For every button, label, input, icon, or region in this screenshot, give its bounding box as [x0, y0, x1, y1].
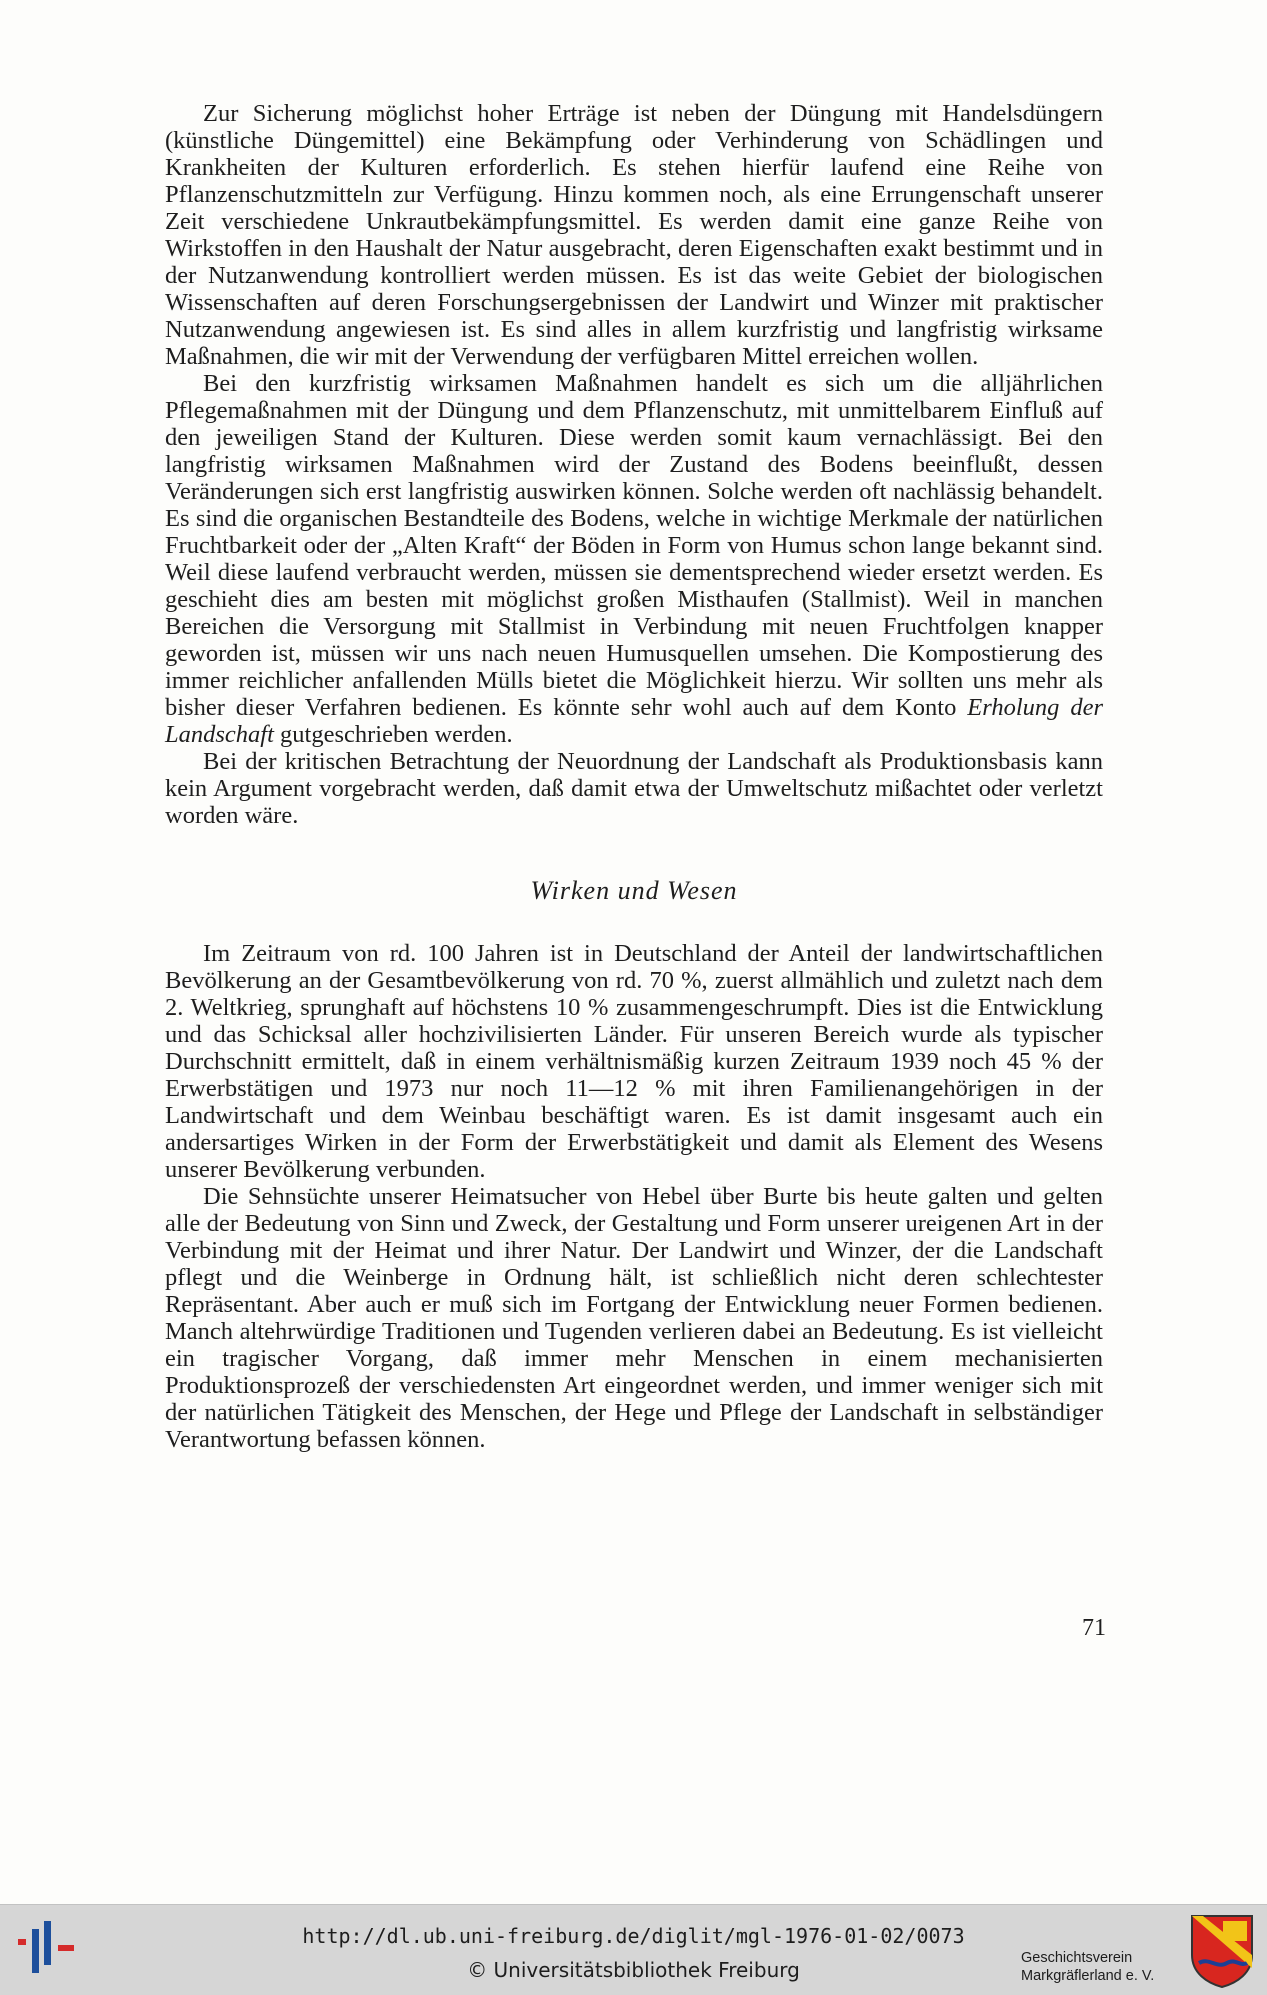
- permalink-url[interactable]: http://dl.ub.uni-freiburg.de/diglit/mgl-1976-01-02/0073: [302, 1924, 965, 1948]
- italic-phrase: Erholung der Landschaft: [165, 694, 1103, 748]
- coat-of-arms-icon: [1189, 1913, 1255, 1989]
- society-line: Geschichtsverein: [1021, 1950, 1133, 1966]
- section-heading: Wirken und Wesen: [530, 876, 738, 905]
- paragraph: Im Zeitraum von rd. 100 Jahren ist in Deutschland der Anteil der landwirtschaftlichen Bevölkerung an der Gesamtbevölkerung von rd. 70 %, zuerst allmählich und zuletzt nach dem 2. Weltkrieg, sprunghaft auf höchstens 10 % zusammengeschrumpft. Dies ist die Entwicklung und das Schicksal aller hochzivilisierten Länder. Für unseren Bereich wurde als typischer Durchschnitt ermittelt, daß in einem verhältnismäßig kurzen Zeitraum 1939 noch 45 % der Erwerbstätigen und 1973 nur noch 11—12 % mit ihren Familienangehörigen in der Landwirtschaft und dem Weinbau beschäftigt waren. Es ist damit insgesamt auch ein andersartiges Wirken in der Form der Erwerbstätigkeit und damit als Element des Wesens unserer Bevölkerung verbunden.: [165, 940, 1103, 1183]
- paragraph: Die Sehnsüchte unserer Heimatsucher von Hebel über Burte bis heute galten und gelten alle der Bedeutung von Sinn und Zweck, der Gestaltung und Form unserer ureigenen Art in der Verbindung mit der Heimat und ihrer Natur. Der Landwirt und Winzer, der die Landschaft pflegt und die Weinberge in Ordnung hält, ist schließlich nicht deren schlechtester Repräsentant. Aber auch er muß sich im Fortgang der Entwicklung neuer Formen bedienen. Manch altehrwürdige Traditionen und Tugenden verlieren dabei an Bedeutung. Es ist vielleicht ein tragischer Vorgang, daß immer mehr Menschen in einem mechanisierten Produktionsprozeß der verschiedensten Art eingeordnet werden, und immer weniger sich mit der natürlichen Tätigkeit des Menschen, der Hege und Pflege der Landschaft in selbständiger Verantwortung befassen können.: [165, 1183, 1103, 1453]
- viewer-footer: [0, 1904, 1267, 1995]
- paragraph: Zur Sicherung möglichst hoher Erträge ist neben der Düngung mit Handelsdüngern (künstliche Düngemittel) eine Bekämpfung oder Verhinderung von Schädlingen und Krankheiten der Kulturen erforderlich. Es stehen hierfür laufend eine Reihe von Pflanzenschutzmitteln zur Verfügung. Hinzu kommen noch, als eine Errungenschaft unserer Zeit verschiedene Unkrautbekämpfungsmittel. Es werden damit eine ganze Reihe von Wirkstoffen in den Haushalt der Natur ausgebracht, deren Eigenschaften exakt bestimmt und in der Nutzanwendung kontrolliert werden müssen. Es ist das weite Gebiet der biologischen Wissenschaften auf deren Forschungsergebnissen der Landwirt und Winzer mit praktischer Nutzanwendung angewiesen ist. Es sind alles in allem kurzfristig und langfristig wirksame Maßnahmen, die wir mit der Verwendung der verfügbaren Mittel erreichen wollen.: [165, 100, 1103, 370]
- paragraph-text: Bei den kurzfristig wirksamen Maßnahmen handelt es sich um die alljährlichen Pflegemaßnahmen mit der Düngung und dem Pflanzenschutz, mit unmittelbarem Einfluß auf den jeweiligen Stand der Kulturen. Diese werden somit kaum vernachlässigt. Bei den langfristig wirksamen Maßnahmen wird der Zustand des Bodens beeinflußt, dessen Veränderungen sich erst langfristig auswirken können. Solche werden oft nachlässig behandelt. Es sind die organischen Bestandteile des Bodens, welche in wichtige Merkmale der natürlichen Fruchtbarkeit oder der „Alten Kraft“ der Böden in Form von Humus schon lange bekannt sind. Weil diese laufend verbraucht werden, müssen sie dementsprechend wieder ersetzt werden. Es geschieht dies am besten mit möglichst großen Misthaufen (Stallmist). Weil in manchen Bereichen die Versorgung mit Stallmist in Verbindung mit neuen Fruchtfolgen knapper geworden ist, müssen wir uns nach neuen Humusquellen umsehen. Die Kompostierung des immer reichlicher anfallenden Mülls bietet die Möglichkeit hierzu. Wir sollten uns mehr als bisher dieser Verfahren bedienen. Es könnte sehr wohl auch auf dem Konto: [165, 370, 1103, 721]
- paragraph: [165, 370, 1103, 748]
- text-column: [165, 100, 1103, 1453]
- page-number: 71: [1082, 1615, 1106, 1641]
- society-line: Markgräflerland e. V.: [1021, 1968, 1155, 1984]
- society-name: [1021, 1949, 1181, 1985]
- paragraph-text: gutgeschrieben werden.: [273, 721, 513, 748]
- paragraph: Bei der kritischen Betrachtung der Neuordnung der Landschaft als Produktionsbasis kann kein Argument vorgebracht werden, daß damit etwa der Umweltschutz mißachtet oder verletzt worden wäre.: [165, 748, 1103, 829]
- copyright-notice: © Universitätsbibliothek Freiburg: [467, 1958, 800, 1982]
